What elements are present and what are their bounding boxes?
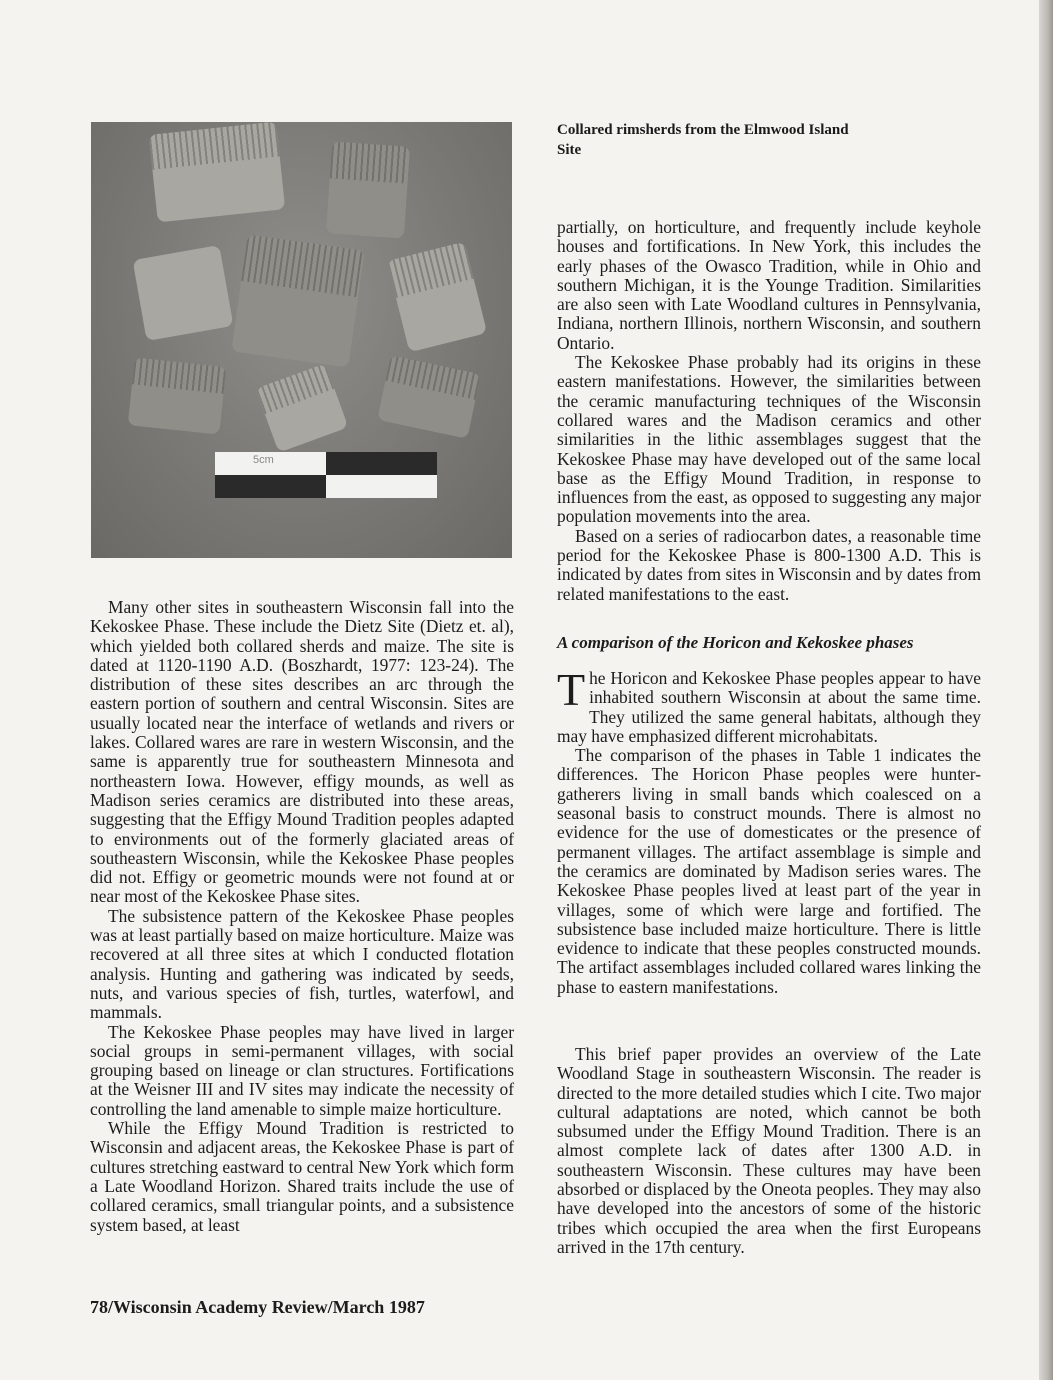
sherd-4 <box>231 234 364 367</box>
left-column <box>90 598 514 1235</box>
sherd-2 <box>326 141 410 238</box>
paragraph-text: he Horicon and Kekoskee Phase peoples appear to have inhabited southern Wisconsin at about the same time. They utilized the same general habitats, although they may have emphasized different microhabitats. <box>557 668 981 746</box>
rimsherds-photo <box>91 122 512 558</box>
sherd-8 <box>377 355 481 439</box>
paragraph: Based on a series of radiocarbon dates, a reasonable time period for the Kekoskee Phase is 800-1300 A.D. This is indicated by dates from sites in Wisconsin and by dates from related manifestations to the east. <box>557 525 981 604</box>
drop-cap: T <box>557 664 586 715</box>
sherd-3 <box>133 245 234 341</box>
sherd-6 <box>128 357 227 434</box>
paragraph: While the Effigy Mound Tradition is restricted to Wisconsin and adjacent areas, the Kekoskee Phase is part of cultures stretching eastward to central New York which form a Late Woodland Horizon. Shared traits include the use of collared ceramics, small triangular points, and a subsistence system based, at least <box>90 1118 514 1235</box>
figure-caption: Collared rimsherds from the Elmwood Island Site <box>557 122 849 158</box>
paragraph: This brief paper provides an overview of the Late Woodland Stage in southeastern Wisconsin. The reader is directed to the more detailed studies which I cite. Two major cultural adaptations are noted, which cannot be both subsumed under the Effigy Mound Tradition. There is an almost complete lack of dates after 1300 A.D. in southeastern Wisconsin. These cultures may have been absorbed or displaced by the Oneota peoples. They may also have developed into the ancestors of some of the historic tribes which occupied the area when the first Europeans arrived in the 17th century. <box>557 1044 981 1257</box>
scale-label: 5cm <box>253 454 274 466</box>
paragraph: Many other sites in southeastern Wisconsin fall into the Kekoskee Phase. These include the Dietz Site (Dietz et. al), which yielded both collared sherds and maize. The site is dated at 1120-1190 A.D. (Boszhardt, 1977: 123-24). The distribution of these sites describes an arc through the eastern portion of southern and central Wisconsin. Sites are usually located near the interface of wetlands and rivers or lakes. Collared wares are rare in western Wisconsin, and the same is apparently true for southeastern Minnesota and northeastern Iowa. However, effigy mounds, as well as Madison series ceramics are distributed into these areas, suggesting that the Effigy Mound Tradition peoples adapted to environments out of the formerly glaciated areas of southeastern Wisconsin, while the Kekoskee Phase peoples did not. Effigy or geometric mounds were not found at or near most of the Kekoskee Phase sites. <box>90 597 514 907</box>
page-footer: 78/Wisconsin Academy Review/March 1987 <box>90 1297 425 1317</box>
sherd-7 <box>256 363 349 452</box>
section-heading: A comparison of the Horicon and Kekoskee phases <box>557 633 914 652</box>
paragraph: The subsistence pattern of the Kekoskee Phase peoples was at least partially based on maize horticulture. Maize was recovered at all three sites at which I conducted flotation analysis. Hunting and gathering was indicated by seeds, nuts, and various species of fish, turtles, waterfowl, and mammals. <box>90 905 514 1023</box>
right-column-section <box>557 664 981 997</box>
right-column-conclusion <box>557 1045 981 1257</box>
paragraph: The Kekoskee Phase peoples may have lived in larger social groups in semi-permanent villages, with social grouping based on lineage or clan structures. Fortifications at the Weisner III and IV sites may indicate the necessity of controlling the land amenable to simple maize horticulture. <box>90 1021 514 1119</box>
paragraph: The Kekoskee Phase probably had its origins in these eastern manifestations. However, the similarities between the ceramic manufacturing techniques of the Wisconsin collared wares and the Madison ceramics and other similarities in the lithic assemblages suggest that the Kekoskee Phase may have developed out of the same local base as the Effigy Mound Tradition, in response to influences from the east, as opposed to suggesting any major population movements into the area. <box>557 352 981 527</box>
right-column-top <box>557 218 981 604</box>
paragraph: The comparison of the phases in Table 1 indicates the differences. The Horicon Phase peoples were hunter-gatherers living in small bands which coalesced on a seasonal basis to construct mounds. There is almost no evidence for the use of domesticates or the presence of permanent villages. The artifact assemblage is simple and the ceramics are dominated by Madison series wares. The Kekoskee Phase peoples lived at least part of the year in villages, some of which were large and fortified. The subsistence base included maize horticulture. There is little evidence to indicate that these peoples constructed mounds. The artifact assemblages included collared wares linking the phase to eastern manifestations. <box>557 745 981 997</box>
paragraph <box>557 664 981 746</box>
sherd-1 <box>149 122 285 222</box>
scale-bar <box>215 452 437 498</box>
paragraph: partially, on horticulture, and frequently include keyhole houses and fortifications. In New York, this includes the early phases of the Owasco Tradition, while in Ohio and southern Michigan, it is the Younge Tradition. Similarities are also seen with Late Woodland cultures in Pennsylvania, Indiana, northern Illinois, northern Wisconsin, and southern Ontario. <box>557 217 981 353</box>
sherd-5 <box>387 242 487 353</box>
page-edge-shadow <box>1039 0 1053 1380</box>
